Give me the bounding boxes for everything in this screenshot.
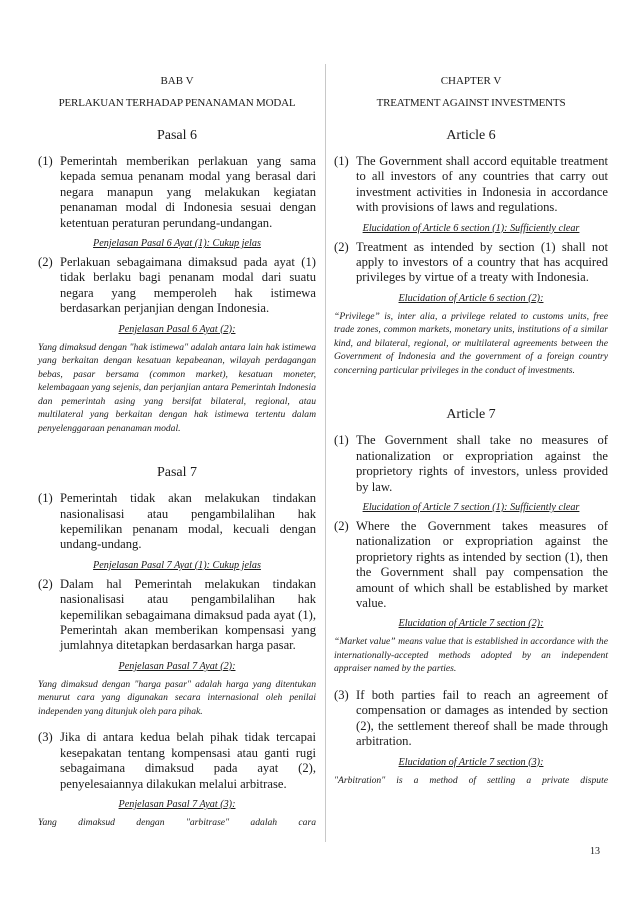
elucidation-text: “Privilege” is, inter alia, a privilege related to customs units, free trade zones, common markets, monetary units, institutions of a similar kind, and bilateral, regional, or multilateral agreements between the Government of Indonesia and the government of a foreign country concerning particular privileges in the conduct of investments. xyxy=(334,310,608,376)
section-text: Where the Government takes measures of nationalization or expropriation against the proprietory rights as intended by section (1), then the Government shall pay compensation the amount of which shall be established by market value. xyxy=(356,518,608,610)
elucidation-heading: Penjelasan Pasal 7 Ayat (2): xyxy=(118,660,236,672)
section-number: (2) xyxy=(38,255,53,270)
elucidation-text: Yang dimaksud dengan "hak istimewa" adalah antara lain hak istimewa yang berkaitan dengan kesatuan kepabeanan, wilayah perdagangan bebas, pasar bersama (common market), kesatuan moneter, kelembagaan yang sejenis, dan perjanjian antara Pemerintah Indonesia dan pemerintah asing yang bersifat bilateral, regional, atau multilateral yang berkaitan dengan hak istimewa tertentu dalam penyelenggaraan penanaman modal. xyxy=(38,341,316,434)
section-number: (1) xyxy=(38,491,53,506)
elucidation-heading: Penjelasan Pasal 6 Ayat (2): xyxy=(118,323,236,335)
article-7-section-1 xyxy=(38,491,316,553)
article-6-section-2 xyxy=(334,240,608,286)
english-column xyxy=(334,74,608,787)
elucidation-text: Yang dimaksud dengan "harga pasar" adalah harga yang ditentukan menurut cara yang digunakan secara internasional oleh penilai independen yang ditunjuk oleh para pihak. xyxy=(38,678,316,717)
elucidation-heading: Elucidation of Article 7 section (2): xyxy=(398,618,544,630)
article-6-section-1 xyxy=(334,154,608,216)
elucidation-heading: Elucidation of Article 7 section (3): xyxy=(398,756,544,768)
elucidation-heading: Elucidation of Article 6 section (1): Sufficiently clear xyxy=(362,222,580,234)
section-text: Perlakuan sebagaimana dimaksud pada ayat (1) tidak berlaku bagi penanam modal dari suatu negara yang memperoleh hak istimewa berdasarkan perjanjian dengan Indonesia. xyxy=(60,255,316,316)
section-number: (1) xyxy=(38,154,53,168)
elucidation-text: “Market value” means value that is established in accordance with the internationally-accepted methods adopted by an independent appraiser named by the parties. xyxy=(334,636,608,675)
elucidation-heading: Elucidation of Article 6 section (2): xyxy=(398,292,544,304)
section-number: (1) xyxy=(334,154,349,168)
section-number: (3) xyxy=(38,730,53,745)
article-7-section-3 xyxy=(38,730,316,792)
elucidation-heading: Penjelasan Pasal 6 Ayat (1): Cukup jelas xyxy=(93,238,261,250)
page-number: 13 xyxy=(590,846,600,857)
elucidation-heading: Penjelasan Pasal 7 Ayat (3): xyxy=(118,798,236,810)
section-number: (3) xyxy=(334,687,349,702)
section-text: The Government shall take no measures of nationalization or expropriation against the proprietory rights of investors, unless provided by law. xyxy=(356,433,608,494)
section-number: (2) xyxy=(38,576,53,591)
column-divider xyxy=(325,64,326,842)
article-6-section-1 xyxy=(38,154,316,231)
indonesian-column xyxy=(38,74,316,829)
article-7-section-2 xyxy=(334,519,608,611)
chapter-title: PERLAKUAN TERHADAP PENANAMAN MODAL xyxy=(58,97,296,109)
section-text: Pemerintah memberikan perlakuan yang sama kepada semua penanam modal yang berasal dari negara manapun yang melakukan kegiatan penanaman modal di Indonesia sesuai dengan ketentuan peraturan perundang-undangan. xyxy=(60,154,316,230)
chapter-title: TREATMENT AGAINST INVESTMENTS xyxy=(376,97,566,109)
elucidation-text: Yang dimaksud dengan "arbitrase" adalah cara xyxy=(38,816,316,828)
elucidation-heading: Elucidation of Article 7 section (1): Sufficiently clear xyxy=(362,501,580,513)
elucidation-heading: Penjelasan Pasal 7 Ayat (1): Cukup jelas xyxy=(93,559,261,571)
section-text: Dalam hal Pemerintah melakukan tindakan nasionalisasi atau pengambilalihan hak kepemilikan sebagaimana dimaksud pada ayat (1), Pemerintah akan memberikan kompensasi yang jumlahnya ditetapkan berdasarkan harga pasar. xyxy=(60,576,316,653)
article-7-title: Article 7 xyxy=(446,407,496,423)
elucidation-text: "Arbitration" is a method of settling a private dispute xyxy=(334,774,608,786)
section-number: (2) xyxy=(334,239,349,254)
article-7-section-2 xyxy=(38,577,316,654)
section-text: Jika di antara kedua belah pihak tidak tercapai kesepakatan tentang kompensasi atau ganti rugi sebagaimana dimaksud pada ayat (2), penyelesaiannya dilakukan melalui arbitrase. xyxy=(60,730,316,791)
article-6-section-2 xyxy=(38,255,316,317)
section-text: Treatment as intended by section (1) shall not apply to investors of a country that has acquired privileges by virtue of a treaty with Indonesia. xyxy=(356,239,608,285)
section-text: If both parties fail to reach an agreement of compensation or damages as intended by section (2), the settlement thereof shall be made through arbitration. xyxy=(356,687,608,749)
section-text: Pemerintah tidak akan melakukan tindakan nasionalisasi atau pengambilalihan hak kepemilikan penanam modal, kecuali dengan undang-undang. xyxy=(60,491,316,552)
section-text: The Government shall accord equitable treatment to all investors of any countries that carry out investment activities in Indonesia in accordance with provisions of laws and regulations. xyxy=(356,154,608,215)
chapter-label: BAB V xyxy=(160,75,194,87)
section-number: (1) xyxy=(334,433,349,448)
article-7-section-3 xyxy=(334,688,608,750)
article-7-title: Pasal 7 xyxy=(156,465,198,481)
article-7-section-1 xyxy=(334,433,608,495)
section-number: (2) xyxy=(334,518,349,533)
article-6-title: Pasal 6 xyxy=(156,128,198,143)
article-6-title: Article 6 xyxy=(446,128,496,143)
chapter-label: CHAPTER V xyxy=(440,75,502,87)
